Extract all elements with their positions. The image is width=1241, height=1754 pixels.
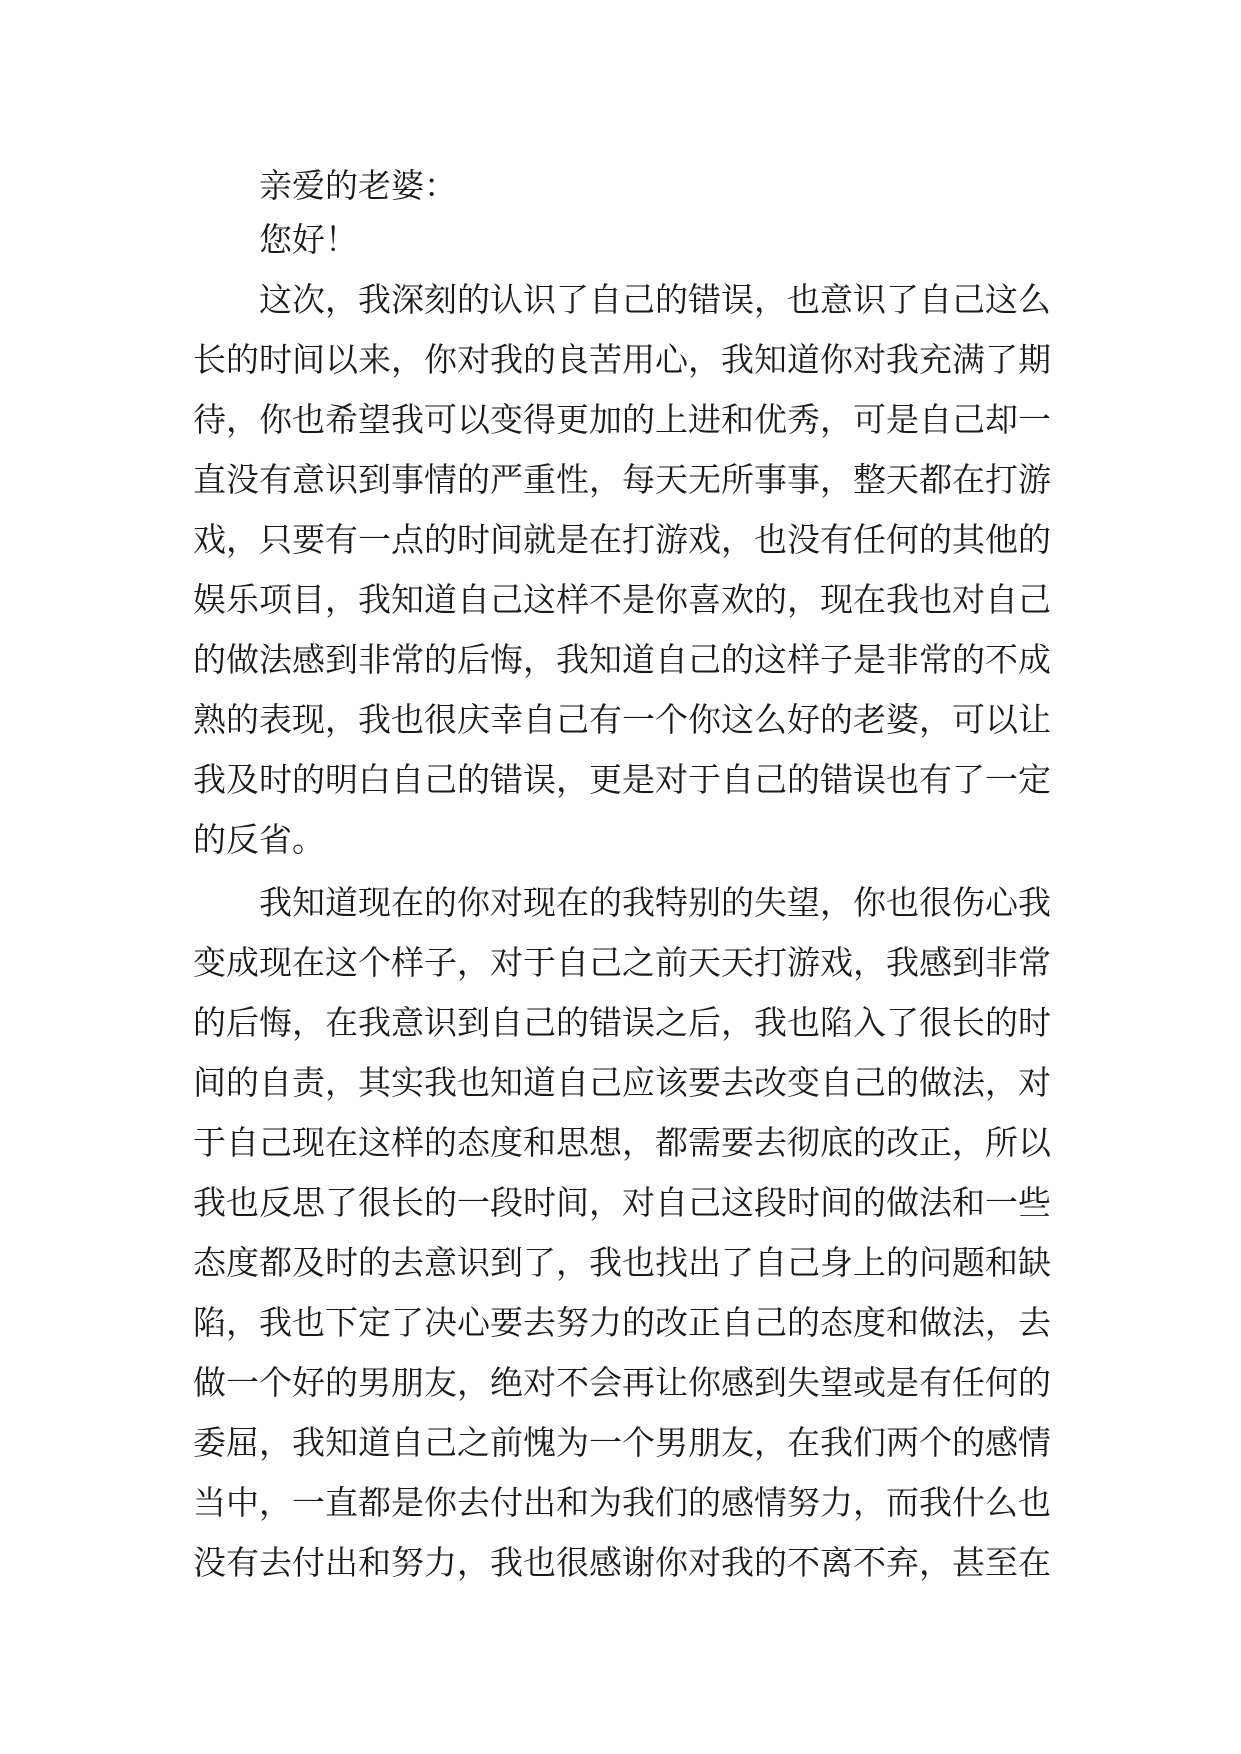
text-line: 当中，一直都是你去付出和为我们的感情努力，而我什么也 (193, 1483, 1051, 1522)
text-line: 间的自责，其实我也知道自己应该要去改变自己的做法，对 (193, 1063, 1051, 1102)
text-line: 待，你也希望我可以变得更加的上进和优秀，可是自己却一 (193, 400, 1051, 439)
text-line: 没有去付出和努力，我也很感谢你对我的不离不弃，甚至在 (193, 1543, 1051, 1582)
greeting: 您好！ (259, 220, 358, 259)
text-line: 的反省。 (193, 820, 325, 859)
text-line: 做一个好的男朋友，绝对不会再让你感到失望或是有任何的 (193, 1363, 1051, 1402)
text-line: 我也反思了很长的一段时间，对自己这段时间的做法和一些 (193, 1183, 1051, 1222)
text-line: 态度都及时的去意识到了，我也找出了自己身上的问题和缺 (193, 1243, 1051, 1282)
text-line: 熟的表现，我也很庆幸自己有一个你这么好的老婆，可以让 (193, 700, 1051, 739)
text-line: 直没有意识到事情的严重性，每天无所事事，整天都在打游 (193, 460, 1051, 499)
text-line: 变成现在这个样子，对于自己之前天天打游戏，我感到非常 (193, 943, 1051, 982)
text-line: 我及时的明白自己的错误，更是对于自己的错误也有了一定 (193, 760, 1051, 799)
salutation: 亲爱的老婆： (259, 166, 457, 205)
text-line: 于自己现在这样的态度和思想，都需要去彻底的改正，所以 (193, 1123, 1051, 1162)
text-line: 的做法感到非常的后悔，我知道自己的这样子是非常的不成 (193, 640, 1051, 679)
text-line: 长的时间以来，你对我的良苦用心，我知道你对我充满了期 (193, 340, 1051, 379)
text-line: 这次，我深刻的认识了自己的错误，也意识了自己这么 (259, 280, 1051, 319)
text-line: 戏，只要有一点的时间就是在打游戏，也没有任何的其他的 (193, 520, 1051, 559)
text-line: 我知道现在的你对现在的我特别的失望，你也很伤心我 (259, 883, 1051, 922)
text-line: 陷，我也下定了决心要去努力的改正自己的态度和做法，去 (193, 1303, 1051, 1342)
text-line: 委屈，我知道自己之前愧为一个男朋友，在我们两个的感情 (193, 1423, 1051, 1462)
text-line: 娱乐项目，我知道自己这样不是你喜欢的，现在我也对自己 (193, 580, 1051, 619)
text-line: 的后悔，在我意识到自己的错误之后，我也陷入了很长的时 (193, 1003, 1051, 1042)
